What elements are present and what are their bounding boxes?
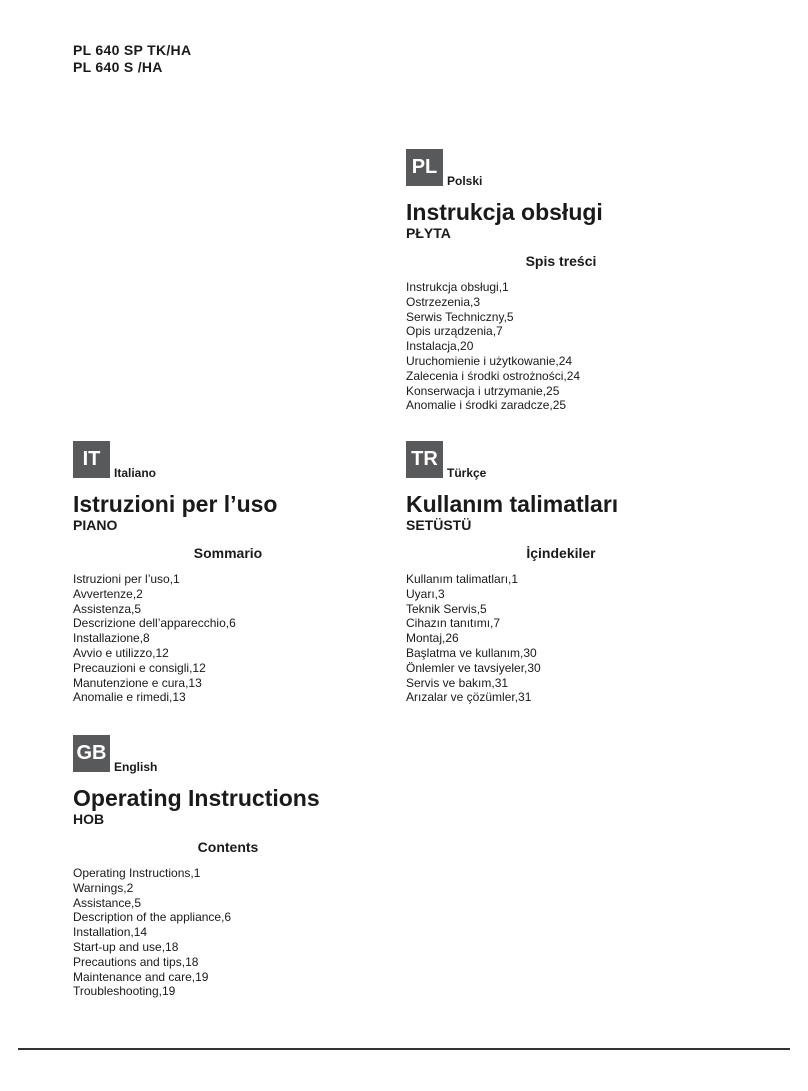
product-type: PŁYTA (406, 225, 451, 241)
toc-item: Warnings,2 (73, 880, 134, 895)
section-italian (73, 441, 403, 705)
language-header (73, 441, 403, 479)
toc-item: Uyarı,3 (406, 586, 445, 601)
toc-item: Önlemler ve tavsiyeler,30 (406, 660, 541, 675)
manual-title: Instrukcja obsługi (406, 199, 603, 225)
toc-item: Troubleshooting,19 (73, 984, 176, 999)
language-header (406, 149, 736, 187)
manual-title: Operating Instructions (73, 785, 320, 811)
toc-item: Teknik Servis,5 (406, 601, 487, 616)
manual-title: Istruzioni per l’uso (73, 491, 278, 517)
table-of-contents (73, 866, 403, 999)
toc-item: Uruchomienie i użytkowanie,24 (406, 353, 573, 368)
toc-item: Ostrzezenia,3 (406, 294, 481, 309)
language-header (406, 441, 736, 479)
toc-item: Start-up and use,18 (73, 939, 179, 954)
language-name: Polski (447, 174, 483, 188)
toc-item: Konserwacja i utrzymanie,25 (406, 383, 560, 398)
toc-item: Operating Instructions,1 (73, 866, 201, 880)
contents-heading: İçindekiler (526, 545, 596, 561)
toc-item: Installazione,8 (73, 631, 150, 646)
contents-heading: Spis treści (525, 253, 597, 269)
contents-heading: Contents (197, 839, 259, 855)
toc-item: Arızalar ve çözümler,31 (406, 690, 532, 705)
toc-item: Avvio e utilizzo,12 (73, 645, 169, 660)
toc-item: Maintenance and care,19 (73, 969, 209, 984)
product-type: SETÜSTÜ (406, 517, 472, 533)
toc-item: Installation,14 (73, 925, 148, 940)
toc-item: Precautions and tips,18 (73, 954, 199, 969)
model-numbers (73, 42, 191, 76)
toc-item: Opis urządzenia,7 (406, 324, 503, 339)
section-turkish (406, 441, 736, 705)
product-type: PIANO (73, 517, 118, 533)
model-number: PL 640 S /HA (73, 59, 163, 75)
language-name: English (114, 760, 158, 774)
section-polish (406, 149, 736, 413)
toc-item: Başlatma ve kullanım,30 (406, 645, 537, 660)
table-of-contents (73, 572, 403, 705)
toc-item: Avvertenze,2 (73, 586, 143, 601)
language-code-badge: TR (406, 441, 443, 478)
section-english (73, 735, 403, 999)
language-code-badge: GB (73, 735, 110, 772)
contents-heading: Sommario (193, 545, 263, 561)
language-name: Italiano (114, 466, 157, 480)
toc-item: Precauzioni e consigli,12 (73, 660, 206, 675)
toc-item: Zalecenia i środki ostrożności,24 (406, 368, 581, 383)
language-header (73, 735, 403, 773)
product-type: HOB (73, 811, 105, 827)
table-of-contents (406, 572, 736, 705)
toc-item: Anomalie i środki zaradcze,25 (406, 398, 567, 413)
toc-item: Cihazın tanıtımı,7 (406, 616, 501, 631)
toc-item: Istruzioni per l’uso,1 (73, 572, 180, 586)
footer-divider (18, 1048, 790, 1050)
toc-item: Anomalie e rimedi,13 (73, 690, 186, 705)
table-of-contents (406, 280, 736, 413)
manual-title: Kullanım talimatları (406, 491, 619, 517)
toc-item: Descrizione dell’apparecchio,6 (73, 616, 236, 631)
toc-item: Assistenza,5 (73, 601, 142, 616)
toc-item: Servis ve bakım,31 (406, 675, 509, 690)
toc-item: Instrukcja obsługi,1 (406, 280, 509, 294)
language-code-badge: IT (73, 441, 110, 478)
toc-item: Serwis Techniczny,5 (406, 309, 514, 324)
language-code-badge: PL (406, 149, 443, 186)
toc-item: Kullanım talimatları,1 (406, 572, 519, 586)
toc-item: Manutenzione e cura,13 (73, 675, 202, 690)
language-name: Türkçe (447, 466, 487, 480)
model-number: PL 640 SP TK/HA (73, 42, 192, 58)
toc-item: Instalacja,20 (406, 339, 474, 354)
toc-item: Description of the appliance,6 (73, 910, 232, 925)
toc-item: Assistance,5 (73, 895, 142, 910)
toc-item: Montaj,26 (406, 631, 459, 646)
